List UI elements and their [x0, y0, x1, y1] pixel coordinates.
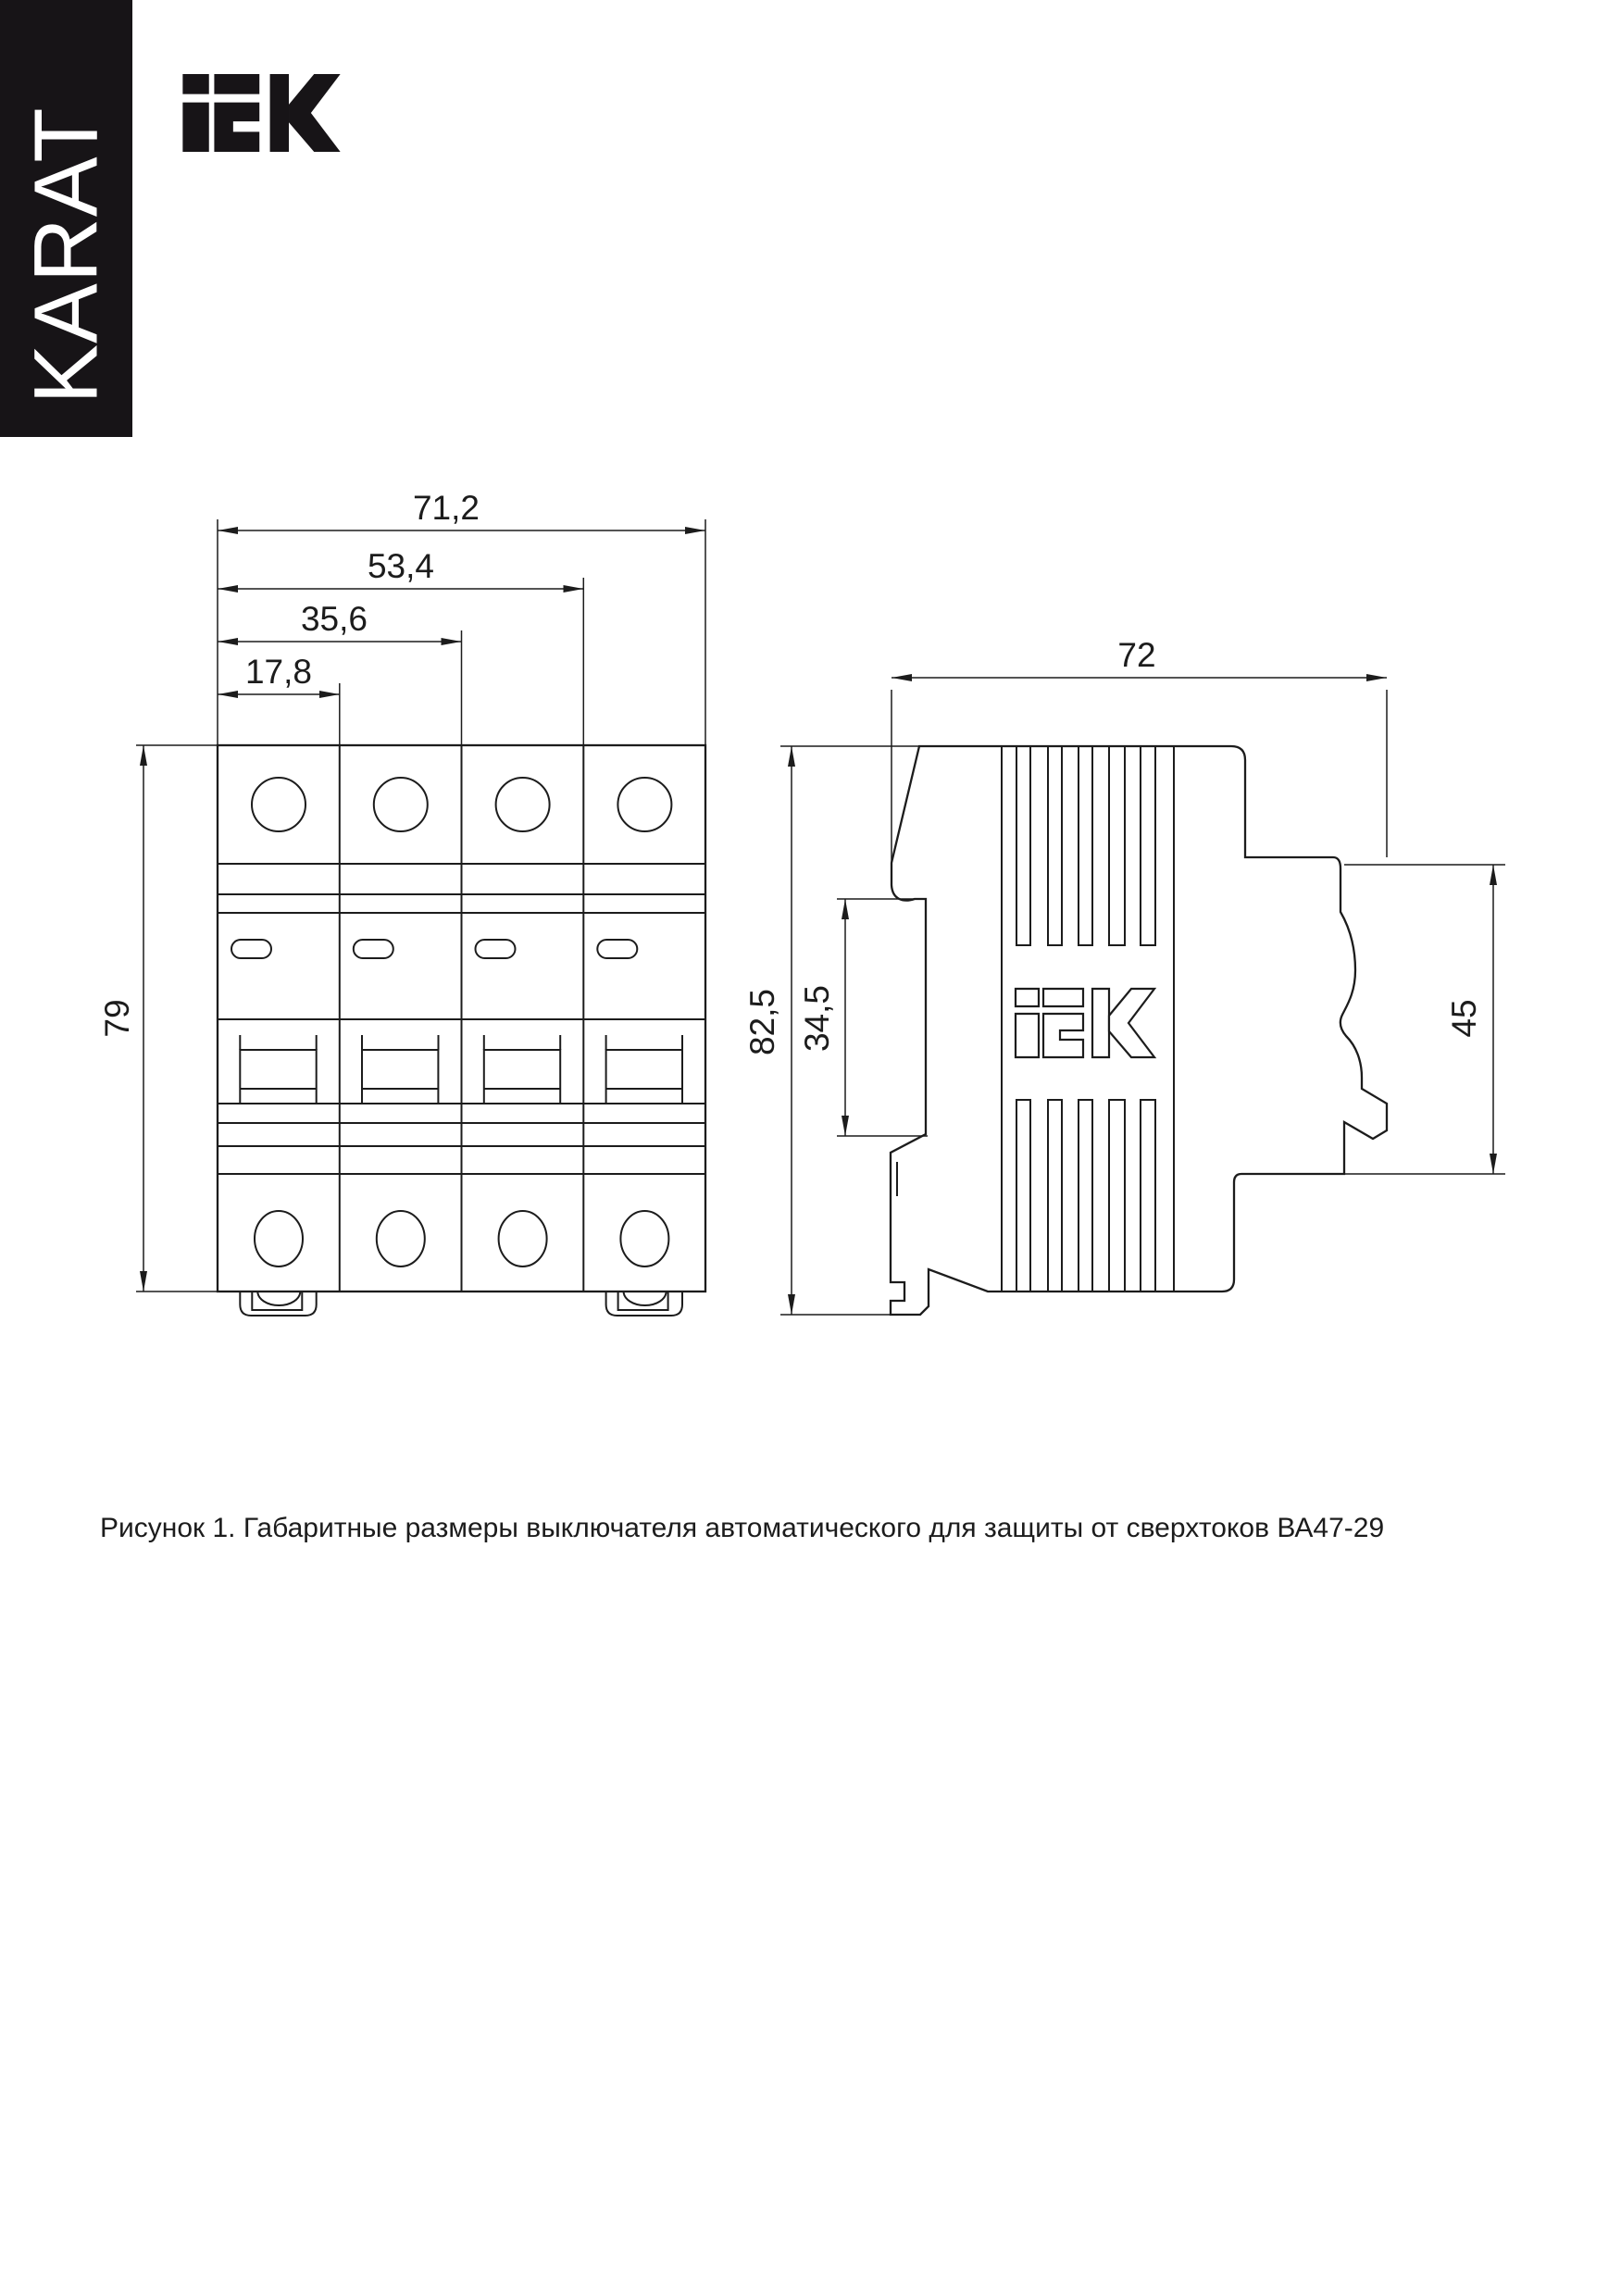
dim-label-front-width-total: 71,2: [412, 489, 480, 527]
side-body-outline: [891, 746, 1387, 1315]
dim-label-front-width-three-modules: 53,4: [367, 547, 435, 585]
dim-label-side-din-zone: 45: [1445, 999, 1483, 1038]
dim-label-front-height: 79: [98, 999, 136, 1038]
karat-brand-label: KARAT: [15, 106, 117, 405]
dim-label-side-height-total: 82,5: [743, 988, 781, 1056]
dim-label-side-depth: 72: [1117, 636, 1156, 674]
dim-label-front-width-one-module: 17,8: [244, 653, 313, 691]
front-view: [218, 745, 705, 1316]
dim-label-front-width-two-modules: 35,6: [300, 600, 368, 638]
dim-label-side-front-zone: 34,5: [798, 984, 836, 1053]
din-rail-clips: [240, 1292, 682, 1316]
side-view: [891, 746, 1387, 1315]
figure-caption: Рисунок 1. Габаритные размеры выключателя автоматического для защиты от сверхтоков ВА47-29: [100, 1513, 1385, 1543]
